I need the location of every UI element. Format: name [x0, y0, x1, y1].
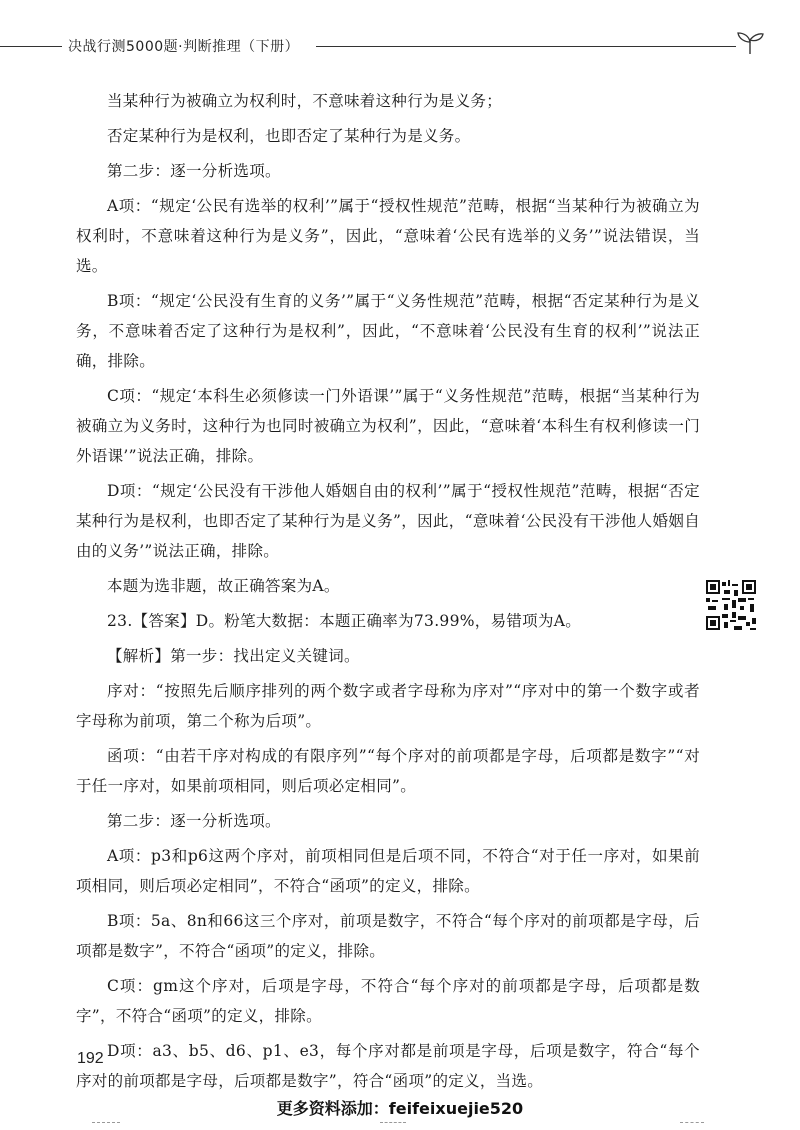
paragraph: B项：“规定‘公民没有生育的义务’”属于“义务性规范”范畴，根据“否定某种行为是义务，不意味着否定了这种行为是权利”，因此，“不意味着‘公民没有生育的权利’”说法正确，排除。: [76, 292, 700, 370]
paragraph: 否定某种行为是权利，也即否定了某种行为是义务。: [107, 127, 471, 145]
page-number: 192: [77, 1050, 104, 1067]
paragraph: C项：“规定‘本科生必须修读一门外语课’”属于“义务性规范”范畴，根据“当某种行为被确立为义务时，这种行为也同时被确立为权利”，因此，“意味着‘本科生有权利修读一门外语课’”说法正确，排除。: [76, 387, 700, 465]
paragraph: 序对：“按照先后顺序排列的两个数字或者字母称为序对”“序对中的第一个数字或者字母称为前项，第二个称为后项”。: [76, 682, 700, 730]
paragraph: 当某种行为被确立为权利时，不意味着这种行为是义务；: [107, 92, 503, 110]
paragraph: 本题为选非题，故正确答案为A。: [107, 577, 340, 595]
book-title: 决战行测5000题·判断推理（下册）: [68, 39, 300, 55]
paragraph: C项：gm这个序对，后项是字母，不符合“每个序对的前项都是字母，后项都是数字”，不符合“函项”的定义，排除。: [76, 977, 700, 1025]
header-rule-right: [316, 46, 736, 47]
paragraph: 第二步：逐一分析选项。: [107, 812, 281, 830]
header-rule-left: [0, 46, 62, 47]
paragraph: 【解析】第一步：找出定义关键词。: [107, 647, 360, 665]
answer-explanation-body: [76, 86, 700, 1101]
sprout-leaf-icon: [735, 30, 765, 56]
bottom-scan-marks: [0, 1122, 800, 1130]
paragraph: A项：p3和p6这两个序对，前项相同但是后项不同，不符合“对于任一序对，如果前项相同，则后项必定相同”，不符合“函项”的定义，排除。: [76, 847, 700, 895]
paragraph: D项：“规定‘公民没有干涉他人婚姻自由的权利’”属于“授权性规范”范畴，根据“否定某种行为是权利，也即否定了某种行为是义务”，因此，“意味着‘公民没有干涉他人婚姻自由的义务’”说法正确，排除。: [76, 482, 700, 560]
qr-code-icon[interactable]: [706, 580, 756, 630]
paragraph: 函项：“由若干序对构成的有限序列”“每个序对的前项都是字母，后项都是数字”“对于任一序对，如果前项相同，则后项必定相同”。: [76, 747, 700, 795]
paragraph: D项：a3、b5、d6、p1、e3，每个序对都是前项是字母，后项是数字，符合“每个序对的前项都是字母，后项都是数字”，符合“函项”的定义，当选。: [76, 1042, 700, 1090]
footer-contact-note: 更多资料添加：feifeixuejie520: [276, 1099, 524, 1118]
page-header: [0, 28, 800, 58]
paragraph: A项：“规定‘公民有选举的权利’”属于“授权性规范”范畴，根据“当某种行为被确立为权利时，不意味着这种行为是义务”，因此，“意味着‘公民有选举的义务’”说法错误，当选。: [76, 197, 700, 275]
paragraph: 第二步：逐一分析选项。: [107, 162, 281, 180]
paragraph: B项：5a、8n和66这三个序对，前项是数字，不符合“每个序对的前项都是字母，后项都是数字”，不符合“函项”的定义，排除。: [76, 912, 700, 960]
answer-line: 23.【答案】D。粉笔大数据：本题正确率为73.99%，易错项为A。: [107, 612, 582, 630]
